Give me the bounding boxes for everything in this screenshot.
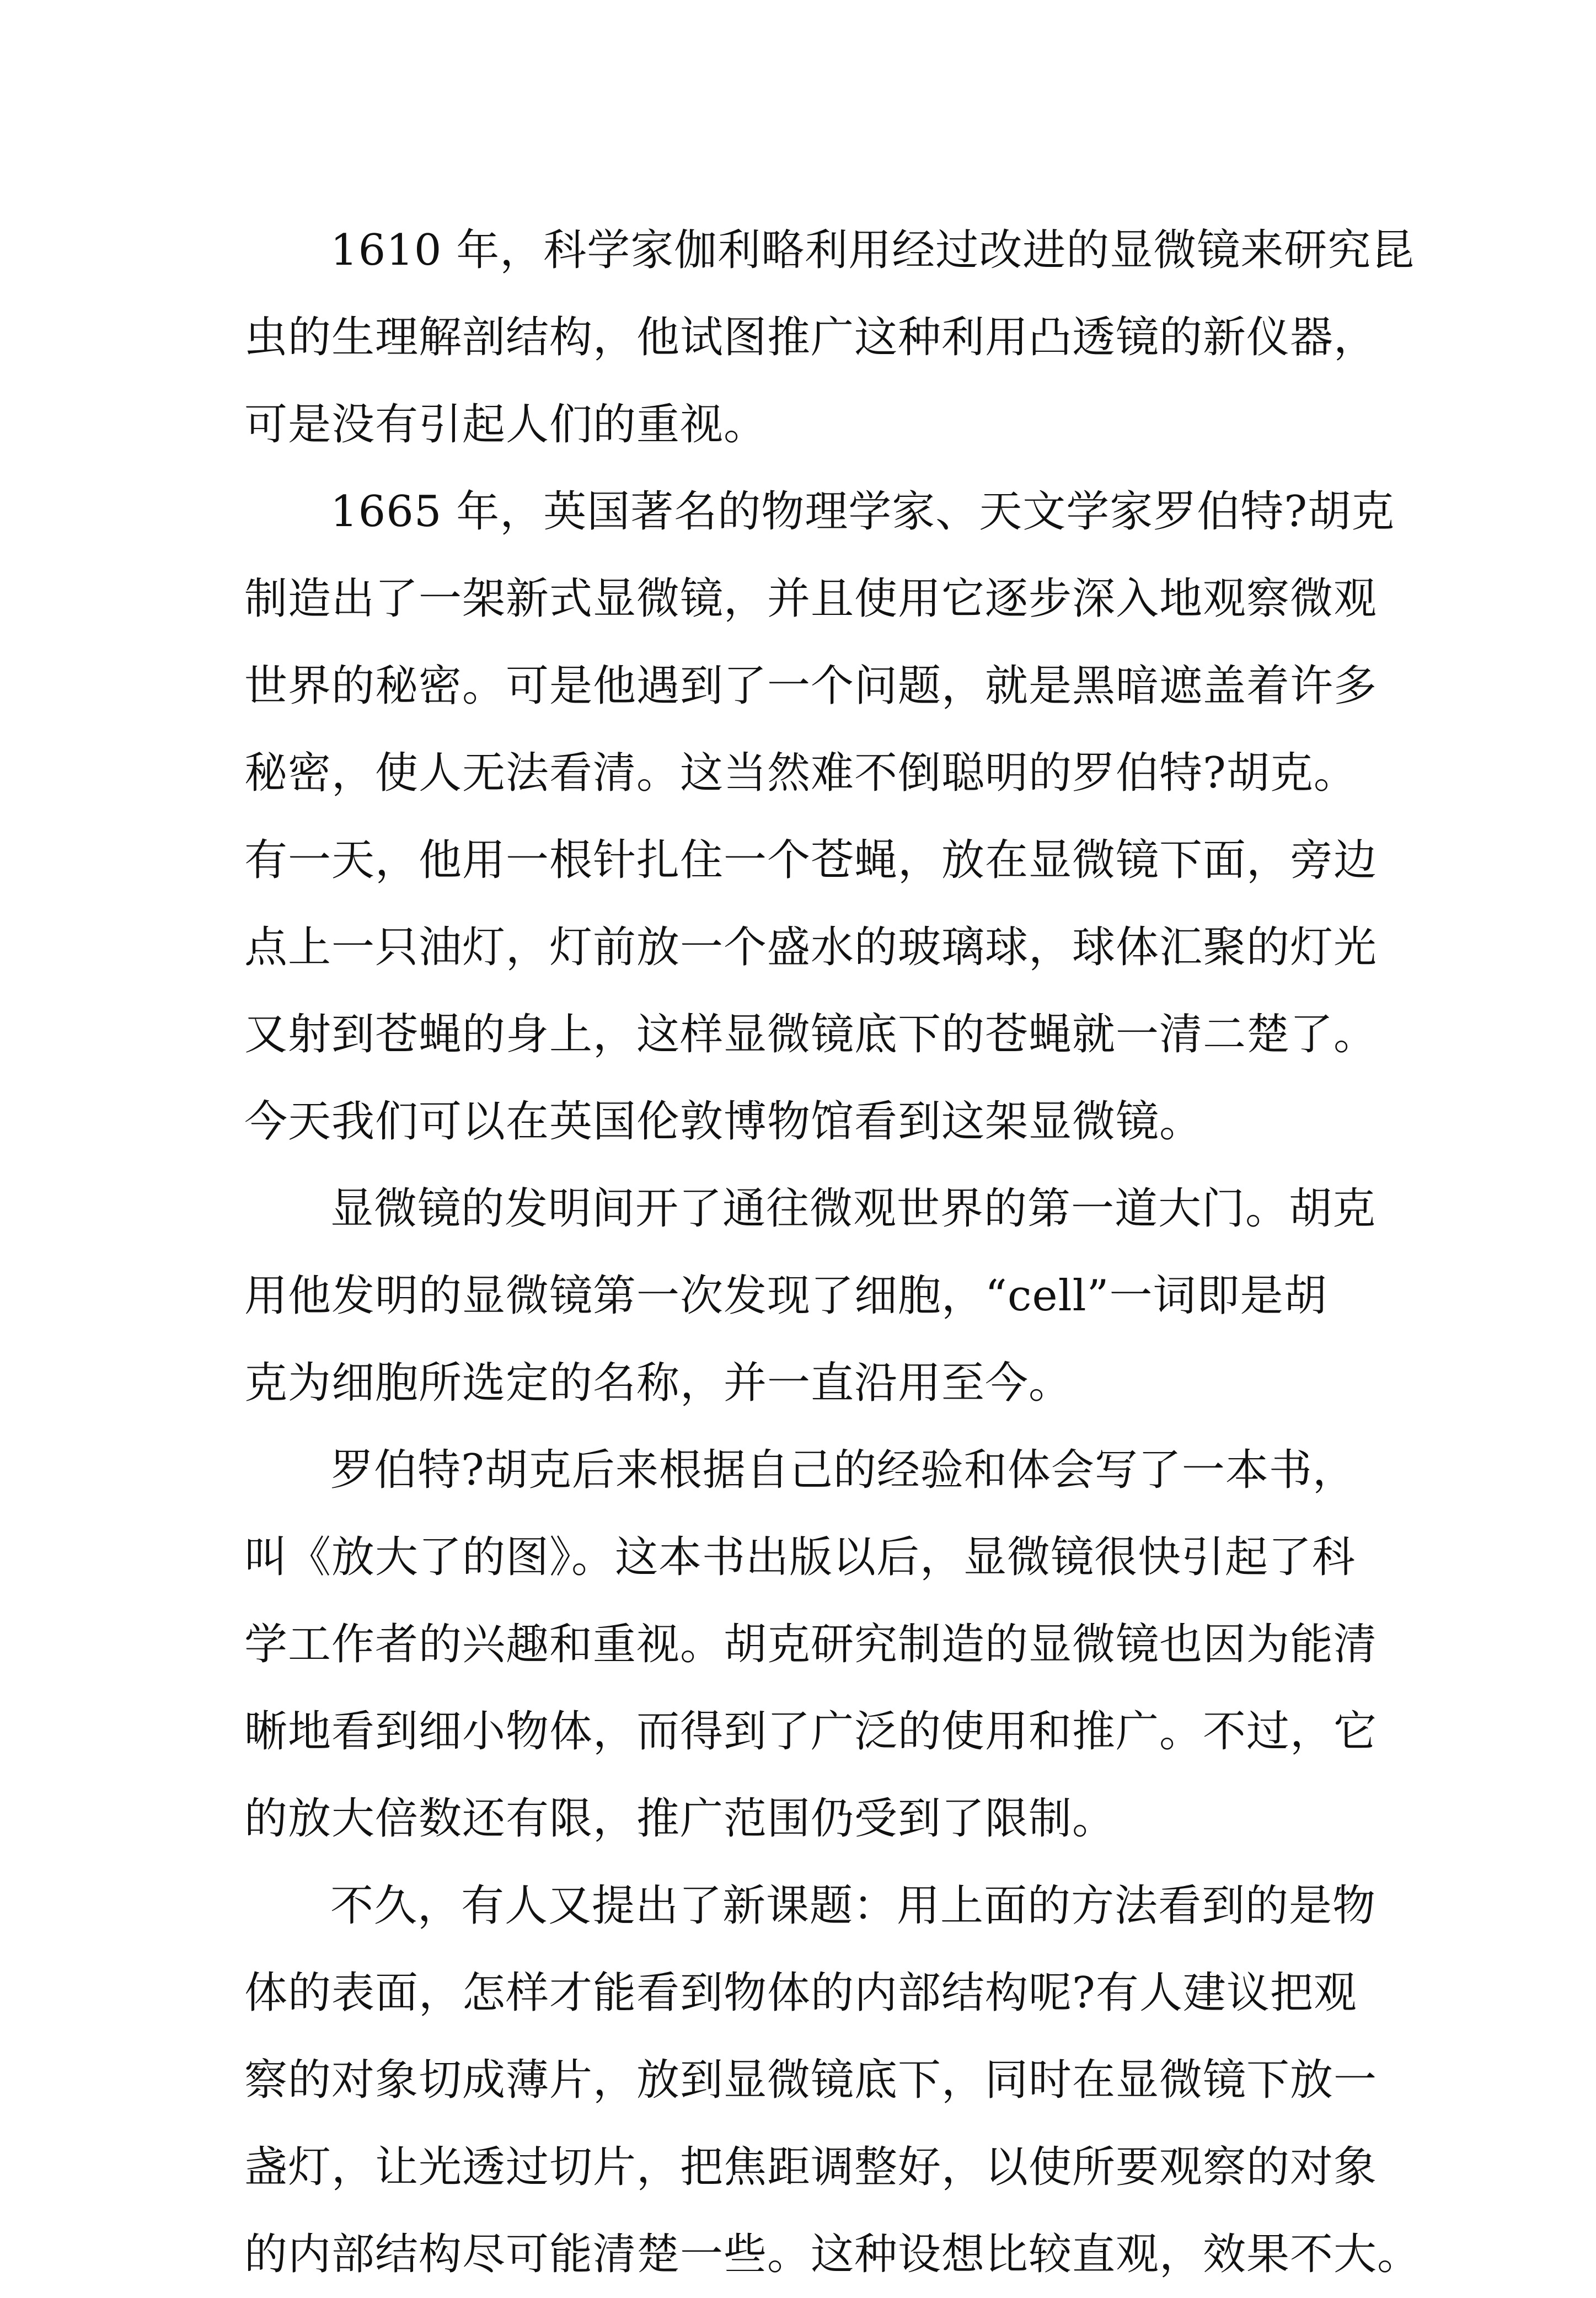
text-line: 世界的秘密。可是他遇到了一个问题，就是黑暗遮盖着许多 <box>244 661 1378 711</box>
text-line: 察的对象切成薄片，放到显微镜底下，同时在显微镜下放一 <box>244 2055 1378 2105</box>
text-line: 的内部结构尽可能清楚一些。这种设想比较直观，效果不大。 <box>244 2230 1421 2279</box>
text-line: 1610 年，科学家伽利略利用经过改进的显微镜来研究昆 <box>330 226 1415 275</box>
text-line: 不久，有人又提出了新课题：用上面的方法看到的是物 <box>330 1881 1377 1931</box>
text-line: 晰地看到细小物体，而得到了广泛的使用和推广。不过，它 <box>244 1707 1378 1756</box>
text-line: 盏灯，让光透过切片，把焦距调整好，以使所要观察的对象 <box>244 2142 1378 2192</box>
text-line: 有一天，他用一根针扎住一个苍蝇，放在显微镜下面，旁边 <box>244 835 1378 885</box>
text-line: 罗伯特?胡克后来根据自己的经验和体会写了一本书， <box>330 1445 1356 1495</box>
text-line: 叫《放大了的图》。这本书出版以后，显微镜很快引起了科 <box>244 1533 1356 1582</box>
text-line: 秘密，使人无法看清。这当然难不倒聪明的罗伯特?胡克。 <box>244 748 1357 798</box>
text-line: 克为细胞所选定的名称，并一直沿用至今。 <box>244 1358 1073 1408</box>
text-line: 用他发明的显微镜第一次发现了细胞，“cell”一词即是胡 <box>244 1271 1327 1321</box>
text-line: 学工作者的兴趣和重视。胡克研究制造的显微镜也因为能清 <box>244 1620 1378 1669</box>
text-line: 1665 年，英国著名的物理学家、天文学家罗伯特?胡克 <box>330 487 1395 537</box>
text-line: 点上一只油灯，灯前放一个盛水的玻璃球，球体汇聚的灯光 <box>244 923 1378 972</box>
text-line: 可是没有引起人们的重视。 <box>244 400 768 449</box>
text-line: 虫的生理解剖结构，他试图推广这种利用凸透镜的新仪器， <box>244 313 1378 362</box>
document-body <box>244 207 1421 2298</box>
text-line: 今天我们可以在英国伦敦博物馆看到这架显微镜。 <box>244 1097 1203 1147</box>
text-line: 的放大倍数还有限，推广范围仍受到了限制。 <box>244 1794 1116 1844</box>
text-line: 又射到苍蝇的身上，这样显微镜底下的苍蝇就一清二楚了。 <box>244 1010 1378 1059</box>
text-line: 制造出了一架新式显微镜，并且使用它逐步深入地观察微观 <box>244 574 1378 624</box>
text-line: 体的表面，怎样才能看到物体的内部结构呢?有人建议把观 <box>244 1968 1357 2018</box>
text-line: 显微镜的发明间开了通往微观世界的第一道大门。胡克 <box>330 1184 1377 1234</box>
